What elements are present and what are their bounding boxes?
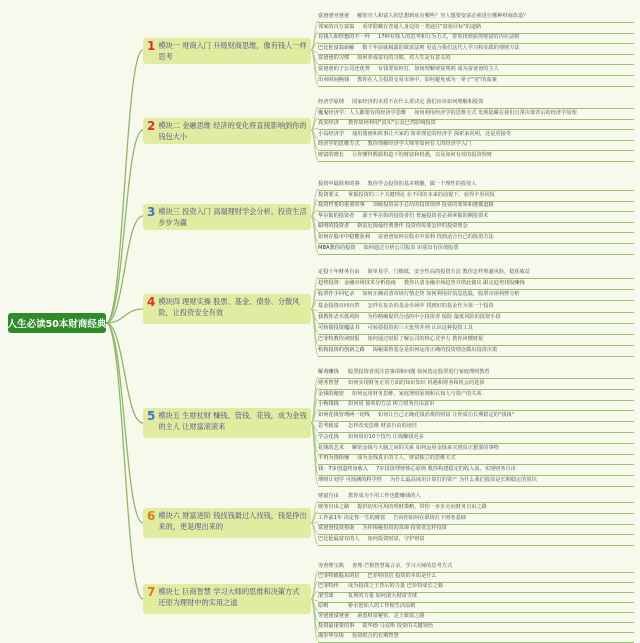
book-title: 钱：7步创造终身收入 xyxy=(318,466,368,473)
book-title: 经济学的思维方式 xyxy=(318,141,360,148)
book-title: 出卖时间换钱 xyxy=(318,76,350,83)
module-to-book-line xyxy=(311,189,318,216)
book-description: 为你精确提供合适的中小投资者 保险 最低风险的投资手段 xyxy=(367,313,501,320)
book-description: 巴菲特的信 投资的本质是什么 xyxy=(367,573,437,579)
book-title: 基金投资百问百答 xyxy=(318,302,360,309)
book-description: 如何用 简单的方法 树立财务自由意识 xyxy=(348,401,435,408)
book-title: 有钱人和你想的不一样 xyxy=(318,34,370,41)
book-item[interactable] xyxy=(318,130,634,141)
root-to-module-line xyxy=(106,323,143,599)
book-description: 如何正确看清市场行情走势 如何利用好消息选股，股票市场利弊分析 xyxy=(362,291,520,298)
module-title: 模块一 财商入门 升级财商思维，像有钱人一样思考 xyxy=(158,41,307,61)
book-title: 趋势投资：金融市场技术分析指南 xyxy=(318,280,396,287)
book-description: 桥水创始人的工作和生活原则 xyxy=(348,603,416,609)
module-7[interactable] xyxy=(143,584,311,614)
book-title: 不再为钱烦恼 xyxy=(318,455,350,462)
book-title: 财务智慧 xyxy=(318,379,339,386)
book-item[interactable] xyxy=(318,191,634,202)
book-item[interactable] xyxy=(318,514,634,525)
module-2[interactable] xyxy=(143,118,311,144)
book-title: 金钱的秘密 xyxy=(318,390,344,397)
book-description: 国家经济的本质不在什么常决定 我们应该如何理解和投资 xyxy=(351,99,484,105)
book-title: 富爸爸的子公司还优势 xyxy=(318,66,370,72)
book-item[interactable] xyxy=(318,313,634,324)
book-title: 投资哲要的重要的事 xyxy=(318,202,365,209)
book-title: 可转债投资魔法书 xyxy=(318,325,360,331)
book-description: 简单易学，门槛低，安全性高的投资方法 教你怎样规避风险，稳获收益 xyxy=(367,269,530,275)
book-description: 如何实现财务正常方面的知识知识 机遇和财务和机会的选择 xyxy=(348,379,485,386)
module-6[interactable] xyxy=(143,508,311,538)
book-description: 如何利用经济学的思维方式 发现隐藏在我们日常决策背后的经济学原理 xyxy=(414,109,577,116)
book-title: 巴比伦富翁新解 xyxy=(318,44,355,51)
book-item[interactable] xyxy=(318,422,634,433)
book-description: 怎样改变思维 财富自由的途径 xyxy=(348,423,418,429)
module-number: 5 xyxy=(147,409,156,423)
book-item[interactable] xyxy=(318,23,634,34)
module-title: 模块六 财富进阶 钱找钱最过人找钱，钱是挣出来的，更是理出来的 xyxy=(158,511,307,531)
book-title: 魔鬼经济学：人人都要有的经济学思维 xyxy=(318,109,407,116)
module-5[interactable] xyxy=(143,408,311,438)
book-item[interactable] xyxy=(318,476,634,487)
module-number: 3 xyxy=(147,205,156,219)
book-description: 教你认清金融市场趋势并借此做出 跟走趋势找股赚钱 xyxy=(403,280,525,287)
book-description: 让你懂得数据构造下的财富和机遇，以及如何有效的投资理财 xyxy=(351,152,493,158)
book-title: 投资要义 xyxy=(318,191,339,198)
module-title: 模块三 投资入门 高端理财学会分析。投资生活步步为赢 xyxy=(158,207,307,227)
book-title: 如何花钱管理两一切线 xyxy=(318,412,370,419)
book-item[interactable] xyxy=(318,98,634,109)
book-description: 解密穷人和富人的思想到底有哪些？穷人想要变富必须进行哪种财商改造？ xyxy=(357,13,529,19)
book-title: 穷查理宝典 xyxy=(318,563,344,569)
root-topic[interactable]: 人生必读50本财商经典 xyxy=(8,313,106,333)
book-description: 通用图画和故事让大家的 简单理论的经济学 探索来说明，还是更接受 xyxy=(351,130,511,137)
root-to-module-line xyxy=(106,323,143,523)
book-item[interactable] xyxy=(318,201,634,212)
book-title: 小岛经济学 xyxy=(318,130,344,137)
root-to-module-line xyxy=(106,50,143,323)
book-item[interactable] xyxy=(318,180,634,191)
book-item[interactable] xyxy=(318,233,634,244)
book-description: 教你在人力投资交易市场中，如何避免成为一辈子"穷"的血案 xyxy=(357,76,497,83)
book-item[interactable] xyxy=(318,503,634,514)
book-title: 工作前1年 决定你一生的财富 xyxy=(318,514,386,521)
book-description: 为什么最高度用计算打的资产 为什么我们投资是长期稳定的常识 xyxy=(389,477,537,483)
module-title: 模块二 金融思维 经济的变化将直接影响到你的钱包大小 xyxy=(158,121,307,141)
book-description: 如何养成富有的习惯，对人生是有意义的 xyxy=(357,55,451,62)
book-title: 财务自由之路 xyxy=(318,503,350,510)
book-description: 看穿隐藏在普通人身边的一类通往"富裕目标"的道路 xyxy=(362,23,482,30)
book-item[interactable] xyxy=(318,244,634,255)
module-title: 模块七 巨商智慧 学习大师的思维和决策方式 还原为理财中的实用之道 xyxy=(158,587,300,607)
book-title: 财富的增长 xyxy=(318,152,344,158)
book-description: 如何用好10个技巧 让钱赚钱更多 xyxy=(348,433,424,440)
module-1[interactable] xyxy=(143,38,311,64)
book-description: 如何通过分析公司报表 识别出有价值股票 xyxy=(363,244,459,251)
book-title: 投资最重要的事 xyxy=(318,623,355,629)
module-title: 模块五 生财杖财 赚钱、管钱、花钱，成为金钱的主人 让财富滚滚来 xyxy=(158,411,307,431)
book-item[interactable] xyxy=(318,54,634,65)
root-to-module-line xyxy=(106,323,143,423)
book-item[interactable] xyxy=(318,65,634,76)
book-description: 教你理解经济学大师等如何有人的经济学入门 xyxy=(367,141,472,148)
book-title: 巴菲特致股东的信 xyxy=(318,573,360,579)
book-title: 花钱的艺术 xyxy=(318,444,344,451)
book-description: 富爸爸如何在股市中获利 找到适合自己的投资方法 xyxy=(377,234,494,240)
book-description: 7步投资理财核心原则 教你构建稳定的收入流，实现财务自由 xyxy=(376,466,516,473)
book-title: 原则 xyxy=(318,603,329,609)
book-description: 股票投资者需注意事项和问题 如何选定股票进行家庭理财教育 xyxy=(348,369,490,375)
book-description: 如何通过财报了解公司的核心竞争力 教你读懂财报 xyxy=(367,336,484,343)
book-description: 掌握投资的三个关键理论 在不同的本来的前提下，获得丰厚回报 xyxy=(348,191,495,198)
book-item[interactable] xyxy=(318,109,634,120)
book-description: 怎样在复杂的基金市场中 找到好的基金作为第一个投资 xyxy=(367,302,494,309)
book-description: 如何投资财富，守护财富 xyxy=(367,536,425,543)
book-title: 投资中最简单的事 xyxy=(318,181,360,187)
book-item[interactable] xyxy=(318,368,634,379)
book-description: 教你如何利用"真实"公众已然影响投资 xyxy=(348,120,436,127)
book-item[interactable] xyxy=(318,268,634,279)
book-item[interactable] xyxy=(318,379,634,390)
book-item[interactable] xyxy=(318,119,634,130)
book-description: 投资组合的长期智慧 xyxy=(351,633,399,639)
book-description: 告诉你如何在职场打下财务基础 xyxy=(393,514,466,521)
book-item[interactable] xyxy=(318,33,634,44)
module-number: 1 xyxy=(147,39,156,53)
module-number: 2 xyxy=(147,119,156,133)
book-title: 聪明的投资者 xyxy=(318,223,350,230)
book-title: MBA教你的投资 xyxy=(318,244,356,251)
book-description: 洞悉财富秘密，走上致富之路 xyxy=(357,613,425,619)
root-to-module-line xyxy=(106,130,143,323)
book-title: 财富自由 xyxy=(318,493,339,499)
book-item[interactable] xyxy=(318,212,634,223)
book-description: 揭秘耶鲁基金是如何运用正确的投资理念做出投资决策 xyxy=(372,347,498,354)
book-title: 巴比伦最富有的人 xyxy=(318,536,360,543)
book-title: 滚雪球 xyxy=(318,593,334,599)
book-item[interactable] xyxy=(318,140,634,151)
module-title: 模块四 理财实操 股票、基金、债券、分散风险，让投资安全有效 xyxy=(158,297,300,317)
book-item[interactable] xyxy=(318,302,634,313)
book-item[interactable] xyxy=(318,632,634,643)
book-title: 我教你去买低风险 xyxy=(318,313,360,320)
book-item[interactable] xyxy=(318,465,634,476)
book-title: 富爸爸投资指南 xyxy=(318,525,355,532)
book-description: 源于华尔街的投资者们 普遍投资者必须掌握的侧投资术 xyxy=(362,212,489,219)
book-item[interactable] xyxy=(318,335,634,346)
book-description: 查理·芒格智慧箴言录，学习大师的思考方式 xyxy=(351,563,453,569)
book-title: 股票作手回忆录 xyxy=(318,291,355,298)
module-to-book-line xyxy=(311,523,318,544)
book-title: 巴菲特教你读财报 xyxy=(318,336,360,343)
book-title: 真实经济 xyxy=(318,120,339,127)
book-item[interactable] xyxy=(318,76,634,87)
book-title: 华尔街的投资者 xyxy=(318,212,355,219)
book-title: 漫步华尔街 xyxy=(318,633,344,639)
book-title: 经济学原理 xyxy=(318,99,344,105)
book-item[interactable] xyxy=(318,492,634,503)
book-description: 教你成为不用工作也能赚钱的人 xyxy=(348,493,421,499)
book-item[interactable] xyxy=(318,400,634,411)
module-number: 7 xyxy=(147,585,156,599)
book-item[interactable] xyxy=(318,290,634,301)
book-description: 格雷厄姆最经典著作 投资你需要怎样的投资理念 xyxy=(357,223,468,230)
book-title: 富爸爸穷爸爸 xyxy=(318,13,350,19)
book-description: 数千年前就揭露的致富法则 更适合我们这代人学习和实践的理财方法 xyxy=(362,44,520,51)
book-description: 解密金钱与大脑之间的关系 如何运用金钱来买到真正想要的事物 xyxy=(351,444,499,451)
book-description: 成为投资之王背后的力量 巴菲特成长之路 xyxy=(348,583,444,589)
module-to-book-line xyxy=(311,50,318,85)
book-item[interactable] xyxy=(318,390,634,401)
book-title: 巴菲特传 xyxy=(318,583,339,589)
book-title: 邻家的百万富翁 xyxy=(318,23,355,30)
book-title: 理财计划学 可预测的科学性 xyxy=(318,477,382,483)
book-title: 思考致富 xyxy=(318,423,339,429)
book-item[interactable] xyxy=(318,346,634,357)
module-number: 6 xyxy=(147,509,156,523)
book-title: 机构投资的创新之路 xyxy=(318,347,365,354)
book-title: 穷爸爸富爸爸 xyxy=(318,613,350,619)
book-title: 解毒赚钱 xyxy=(318,369,339,375)
book-item[interactable] xyxy=(318,151,634,162)
book-item[interactable] xyxy=(318,524,634,535)
book-description: 有钱要如何打，如何理解财富规则 成为富爸爸的主人 xyxy=(377,66,499,72)
book-description: 17种有钱人的思考和行为方式，帮你找到获得财富的内在法则 xyxy=(377,34,520,41)
book-title: 学会花钱 xyxy=(318,433,339,440)
book-item[interactable] xyxy=(318,433,634,444)
book-description: 成为金钱真正的主人，财富独立的思维方式 xyxy=(357,455,456,462)
book-title: 定投十年财务自由 xyxy=(318,269,360,275)
book-item[interactable] xyxy=(318,279,634,290)
book-item[interactable] xyxy=(318,222,634,233)
module-3[interactable] xyxy=(143,204,311,230)
book-description: 可转债投资的三大优势并列 认识这种投资工具 xyxy=(367,325,473,331)
book-item[interactable] xyxy=(318,12,634,23)
book-item[interactable] xyxy=(318,44,634,55)
module-4[interactable] xyxy=(143,294,311,324)
module-number: 4 xyxy=(147,295,156,309)
book-title: 小狗钱钱 xyxy=(318,401,339,408)
book-item[interactable] xyxy=(318,324,634,335)
book-description: 教你学会投资的基本精髓，做一个理性的投资人 xyxy=(367,181,477,187)
book-description: 霍华德·马克斯 投资的关键领悟 xyxy=(362,623,434,629)
book-description: 提供切实可用的理财策略，带你一步步走向财务自由之路 xyxy=(357,503,487,510)
book-title: 富爸爸的习惯 xyxy=(318,55,350,62)
book-item[interactable] xyxy=(318,444,634,455)
module-to-book-line xyxy=(311,388,318,423)
book-description: 如何运用财务思维，家庭理财原则和认知人与资产的关系 xyxy=(351,390,482,397)
book-item[interactable] xyxy=(318,411,634,422)
book-description: 复利的力量 如何滚大财富雪球 xyxy=(348,593,418,599)
module-to-book-line xyxy=(311,216,318,253)
book-title: 如何在股市中稳健获利 xyxy=(318,234,370,240)
book-description: 为你揭秘投资的真谛 投资者怎样投资 xyxy=(362,525,447,532)
book-item[interactable] xyxy=(318,454,634,465)
book-item[interactable] xyxy=(318,535,634,546)
book-description: 如何让自己正确花钱消费的财富 让你成功长期稳定的"钱钱" xyxy=(377,412,514,419)
book-description: 顶级投资高手总结的投资规律 投资的要领和遵循道路 xyxy=(372,202,494,209)
